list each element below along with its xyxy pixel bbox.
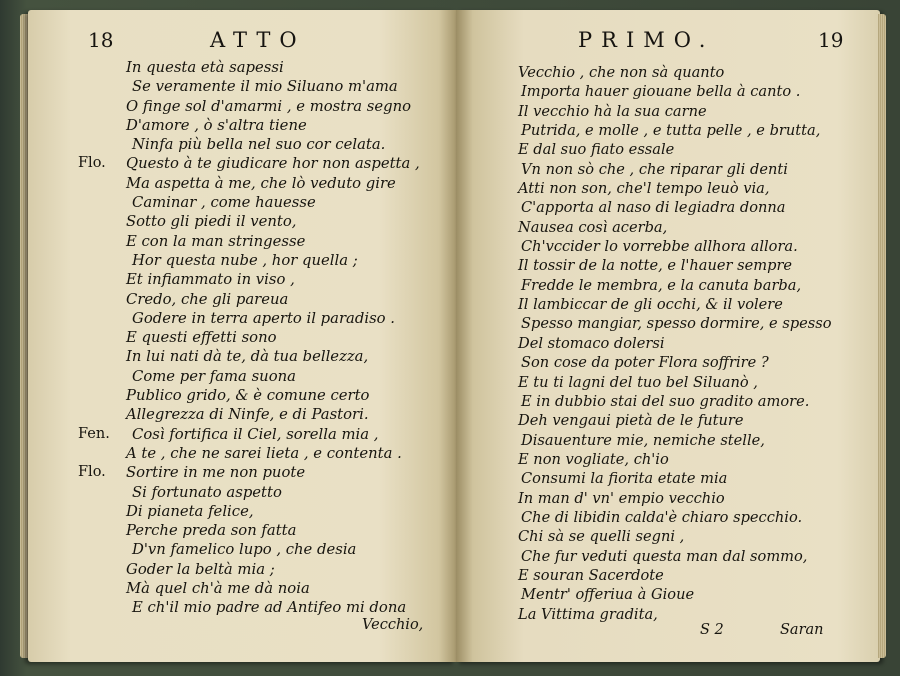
verse-line [78,367,438,386]
verse-text: Credo, che gli pareua [126,290,289,308]
verse-line [78,540,438,559]
verse-text: Ch'vccider lo vorrebbe allhora allora. [521,238,798,256]
verse-line [78,251,438,270]
verse-text: Spesso mangiar, spesso dormire, e spesso [521,315,832,333]
verse-line [518,527,858,546]
verse-text: Questo à te giudicare hor non aspetta , [126,155,420,173]
verse-line [518,489,858,508]
verse-line [78,270,438,289]
verse-text: D'amore , ò s'altra tiene [126,116,307,134]
verse-text: E con la man stringesse [126,232,306,250]
verse-text: Fredde le membra, e la canuta barba, [521,276,802,294]
verse-text: Vn non sò che , che riparar gli denti [521,160,788,178]
verse-text: Sortire in me non puote [126,464,306,482]
verse-text: E in dubbio stai del suo gradito amore. [521,392,810,410]
signature-mark: S 2 [700,622,724,638]
verse-line [78,386,438,405]
verse-line [518,314,858,333]
verse-text: C'apporta al naso di legiadra donna [521,199,786,217]
verse-line [518,237,858,256]
verse-text: Importa hauer giouane bella à canto . [521,83,801,101]
verse-line [78,328,438,347]
verse-line [518,256,858,275]
verse-line [78,521,438,540]
verse-text: Si fortunato aspetto [132,483,282,501]
verse-text: E dal suo fiato essale [518,141,675,159]
verse-text: E souran Sacerdote [518,566,664,584]
verse-line [518,411,858,430]
verse-line [518,82,858,101]
verse-text: D'vn famelico lupo , che desia [132,541,357,559]
verse-line [518,295,858,314]
verse-line [78,97,438,116]
verse-line [518,102,858,121]
verse-line [78,232,438,251]
right-catchword: Saran [780,622,824,638]
right-running-head: PRIMO. [578,28,715,52]
verse-line [518,547,858,566]
verse-text: Hor questa nube , hor quella ; [132,251,358,269]
verse-text: Putrida, e molle , e tutta pelle , e brutta, [521,122,821,140]
speaker-label: Flo. [78,155,106,172]
verse-text: Mà quel ch'à me dà noia [126,580,310,598]
verse-text: Son cose da poter Flora soffrire ? [521,354,769,372]
speaker-label: Flo. [78,464,106,481]
verse-line [78,290,438,309]
verse-line [78,309,438,328]
verse-text: E ch'il mio padre ad Antifeo mi dona [132,599,407,617]
verse-text: Atti non son, che'l tempo leuò via, [518,180,770,198]
verse-line [78,193,438,212]
verse-line [78,444,438,463]
verse-text: Che di libidin calda'è chiaro specchio. [521,508,803,526]
verse-text: Di pianeta felice, [126,502,254,520]
verse-line [518,431,858,450]
verse-line [78,598,438,617]
verse-line [78,463,438,482]
verse-line [78,116,438,135]
verse-text: In man d' vn' empio vecchio [518,489,725,507]
verse-text: Godere in terra aperto il paradiso . [132,309,395,327]
verse-line [78,405,438,424]
left-catchword: Vecchio, [362,617,424,633]
verse-text: Et infiammato in viso , [126,271,295,289]
verse-line [518,63,858,82]
verse-line [78,58,438,77]
verse-text: Come per fama suona [132,367,296,385]
verse-text: E non vogliate, ch'io [518,450,669,468]
verse-line [518,373,858,392]
verse-text: Caminar , come hauesse [132,194,316,212]
verse-text: Il vecchio hà la sua carne [518,102,707,120]
left-text-block [78,58,438,618]
verse-line [518,469,858,488]
verse-line [518,585,858,604]
verse-line [78,135,438,154]
verse-line [518,276,858,295]
verse-line [78,77,438,96]
verse-line [518,140,858,159]
verse-text: O finge sol d'amarmi , e mostra segno [126,97,412,115]
verse-line [518,353,858,372]
verse-line [518,218,858,237]
left-page-number: 18 [88,28,114,52]
verse-line [518,508,858,527]
verse-line [518,121,858,140]
verse-line [78,502,438,521]
verse-text: Ninfa più bella nel suo cor celata. [132,136,386,154]
verse-line [78,425,438,444]
verse-line [78,560,438,579]
verse-line [78,483,438,502]
verse-text: E tu ti lagni del tuo bel Siluanò , [518,373,758,391]
verse-text: Nausea così acerba, [518,218,668,236]
verse-text: Allegrezza di Ninfe, e di Pastori. [126,406,369,424]
verse-text: Il tossir de la notte, e l'hauer sempre [518,257,793,275]
verse-text: Che fur veduti questa man dal sommo, [521,547,808,565]
verse-line [78,579,438,598]
verse-text: La Vittima gradita, [518,605,658,623]
verse-line [78,174,438,193]
verse-text: Del stomaco dolersi [518,334,665,352]
verse-line [518,334,858,353]
verse-line [78,212,438,231]
verse-text: E questi effetti sono [126,329,277,347]
right-page-edges [878,14,886,658]
verse-text: In questa età sapessi [126,59,284,76]
verse-line [518,179,858,198]
verse-text: In lui nati dà te, dà tua bellezza, [126,348,369,366]
verse-line [518,392,858,411]
verse-text: Perche preda son fatta [126,522,297,540]
verse-text: Publico grido, & è comune certo [126,387,370,405]
speaker-label: Fen. [78,425,110,442]
verse-line [78,347,438,366]
verse-text: Se veramente il mio Siluano m'ama [132,78,398,96]
verse-text: Mentr' offeriua à Gioue [521,586,695,604]
verse-text: Sotto gli piedi il vento, [126,213,297,231]
verse-text: Chi sà se quelli segni , [518,528,685,546]
verse-line [78,154,438,173]
left-running-head: ATTO [210,28,306,52]
verse-text: Il lambiccar de gli occhi, & il volere [518,296,783,314]
verse-line [518,450,858,469]
right-page-number: 19 [818,28,844,52]
verse-text: Deh vengaui pietà de le future [518,412,744,430]
verse-line [518,566,858,585]
verse-line [518,160,858,179]
verse-text: A te , che ne sarei lieta , e contenta . [126,444,402,462]
verse-text: Consumi la fiorita etate mia [521,470,728,488]
verse-text: Disauenture mie, nemiche stelle, [521,431,765,449]
verse-line [518,198,858,217]
verse-text: Goder la beltà mia ; [126,560,275,578]
verse-text: Ma aspetta à me, che lò veduto gire [126,174,396,192]
right-text-block [518,63,858,624]
verse-text: Vecchio , che non sà quanto [518,64,725,81]
verse-text: Così fortifica il Ciel, sorella mia , [132,425,379,443]
